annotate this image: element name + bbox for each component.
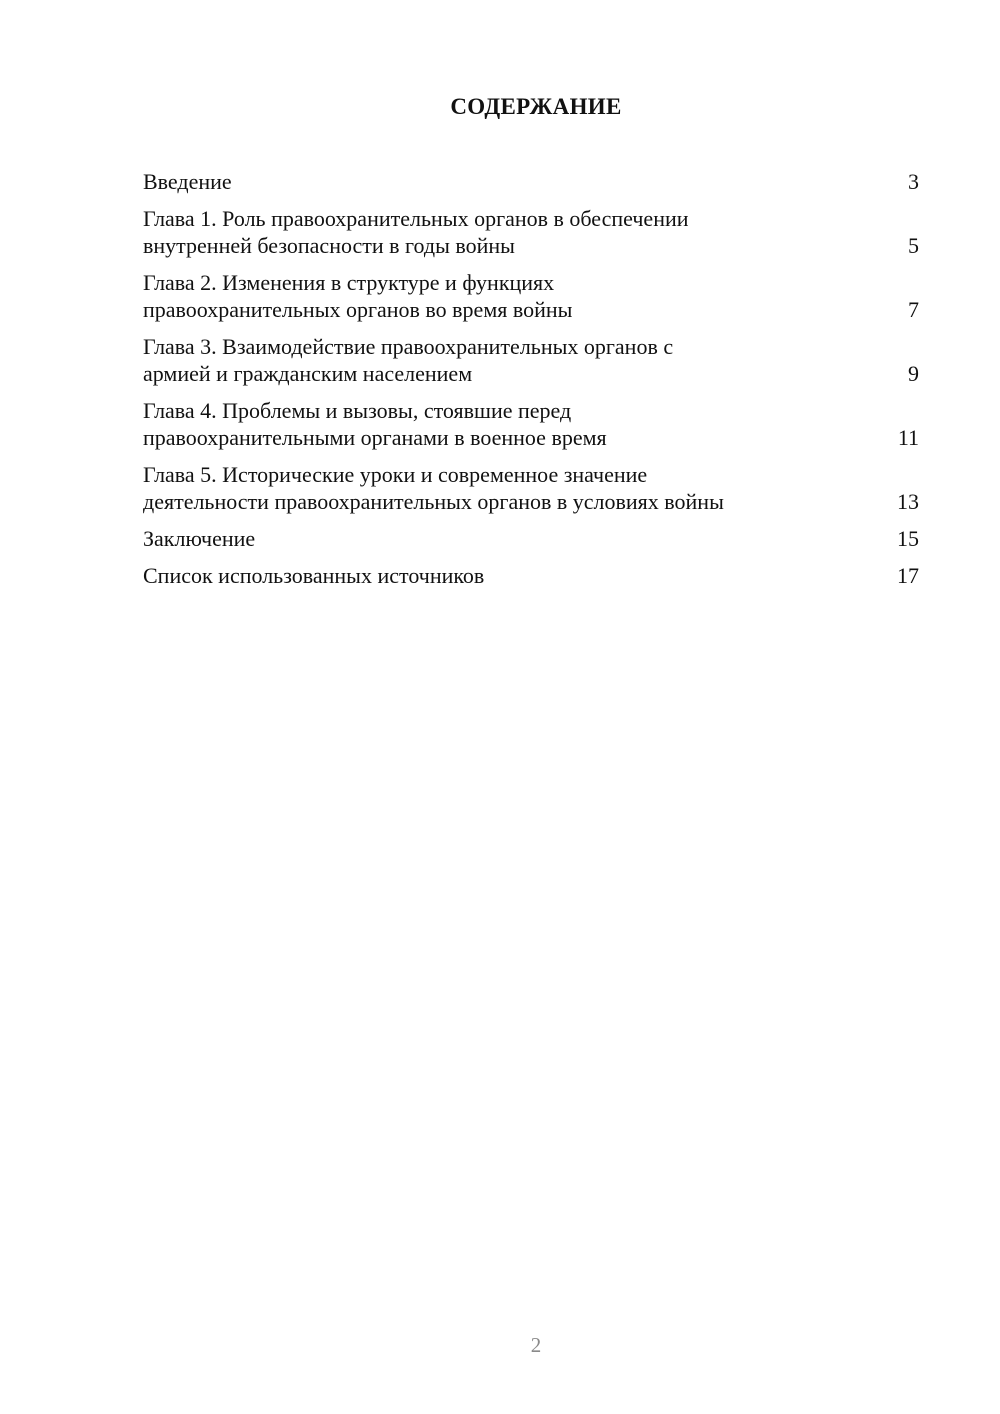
toc-entry-chapter-4 <box>143 397 919 451</box>
toc-entry-text <box>143 168 232 195</box>
toc-entry-chapter-2 <box>143 269 919 323</box>
toc-entry-line: Глава 4. Проблемы и вызовы, стоявшие перед <box>143 398 572 423</box>
toc-page-number: 13 <box>897 489 919 514</box>
toc-entry-line: внутренней безопасности в годы войны <box>143 233 515 258</box>
toc-entry-text <box>143 269 572 323</box>
toc-page-number: 17 <box>897 563 919 588</box>
toc-page-number: 5 <box>908 233 919 258</box>
toc-entry-line: Введение <box>143 169 232 194</box>
toc-page-number: 7 <box>908 297 919 322</box>
toc-page-number: 3 <box>908 169 919 194</box>
toc-entry-line: Глава 1. Роль правоохранительных органов в обеспечении <box>143 206 689 231</box>
toc-entry-text <box>143 525 255 552</box>
toc-entry-text <box>143 397 607 451</box>
toc-entry-references <box>143 562 919 589</box>
page-title: СОДЕРЖАНИЕ <box>450 94 622 119</box>
toc-entry-line: армией и гражданским населением <box>143 361 473 386</box>
toc-entry-text <box>143 562 484 589</box>
toc-entry-conclusion <box>143 525 919 552</box>
toc-entry-text <box>143 333 673 387</box>
toc-entry-chapter-1 <box>143 205 919 259</box>
toc-page-number: 11 <box>897 425 919 450</box>
page-number-footer: 2 <box>530 1333 542 1357</box>
toc-entry-line: Глава 5. Исторические уроки и современное значение <box>143 462 648 487</box>
toc-entry-line: правоохранительных органов во время войны <box>143 297 573 322</box>
toc-page-number: 9 <box>908 361 919 386</box>
toc-entry-line: правоохранительными органами в военное время <box>143 425 607 450</box>
table-of-contents <box>143 168 919 599</box>
toc-entry-line: Глава 3. Взаимодействие правоохранительных органов с <box>143 334 674 359</box>
toc-entry-text <box>143 205 689 259</box>
toc-entry-line: Список использованных источников <box>143 563 485 588</box>
toc-entry-introduction <box>143 168 919 195</box>
toc-entry-line: Глава 2. Изменения в структуре и функциях <box>143 270 555 295</box>
toc-entry-chapter-5 <box>143 461 919 515</box>
toc-entry-chapter-3 <box>143 333 919 387</box>
toc-entry-line: деятельности правоохранительных органов в условиях войны <box>143 489 724 514</box>
toc-entry-line: Заключение <box>143 526 256 551</box>
toc-page-number: 15 <box>897 526 919 551</box>
toc-entry-text <box>143 461 724 515</box>
